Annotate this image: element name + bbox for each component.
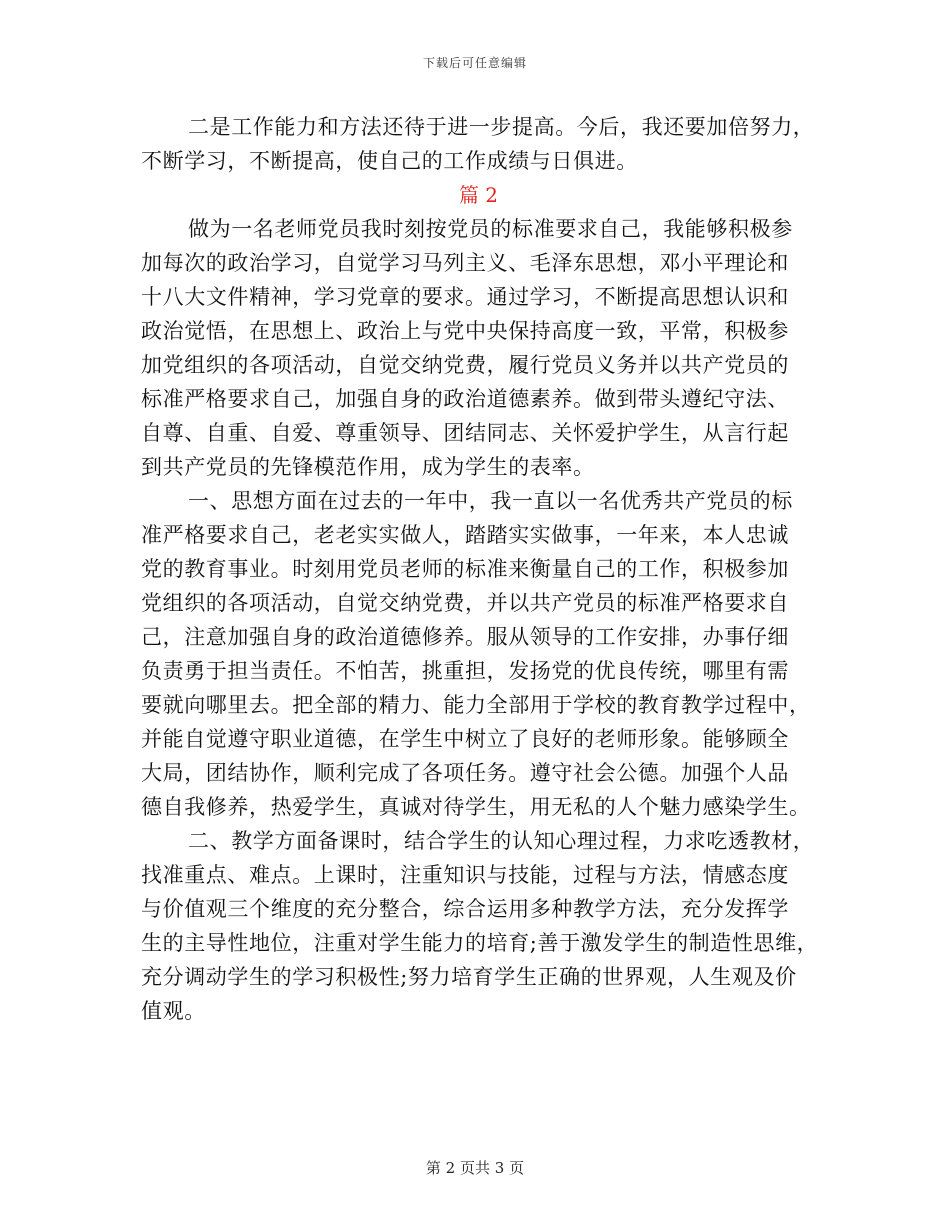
text-line: 到共产党员的先锋模范作用，成为学生的表率。 xyxy=(141,455,595,479)
text-line: 十八大文件精神，学习党章的要求。通过学习，不断提高思想认识和 xyxy=(141,285,789,309)
document-body xyxy=(141,110,819,1028)
text-line: 党组织的各项活动，自觉交纳党费，并以共产党员的标准严格要求自 xyxy=(141,591,789,615)
page-header: 下载后可任意编辑 xyxy=(422,56,527,70)
text-line: 值观。 xyxy=(141,999,206,1023)
text-line: 标准严格要求自己，加强自身的政治道德素养。做到带头遵纪守法、 xyxy=(141,387,789,411)
text-line: 德自我修养，热爱学生，真诚对待学生，用无私的人个魅力感染学生。 xyxy=(141,795,811,819)
text-line: 党的教育事业。时刻用党员老师的标准来衡量自己的工作，积极参加 xyxy=(141,557,789,581)
text-line: 准严格要求自己，老老实实做人，踏踏实实做事，一年来，本人忠诚 xyxy=(141,523,789,547)
text-line: 生的主导性地位，注重对学生能力的培育;善于激发学生的制造性思维， xyxy=(141,931,819,955)
paragraph-2 xyxy=(141,212,816,484)
text-line: 自尊、自重、自爱、尊重领导、团结同志、关怀爱护学生，从言行起 xyxy=(141,421,789,445)
paragraph-3 xyxy=(141,484,816,824)
page-number-footer: 第 2 页共 3 页 xyxy=(425,1159,525,1177)
text-line: 做为一名老师党员我时刻按党员的标准要求自己，我能够积极参 xyxy=(188,217,793,241)
section-heading: 篇 2 xyxy=(458,183,499,207)
text-line: 二是工作能力和方法还待于进一步提高。今后，我还要加倍努力， xyxy=(188,115,815,139)
text-line: 与价值观三个维度的充分整合，综合运用多种教学方法，充分发挥学 xyxy=(141,897,789,921)
text-line: 找准重点、难点。上课时，注重知识与技能，过程与方法，情感态度 xyxy=(141,863,789,887)
text-line: 负责勇于担当责任。不怕苦，挑重担，发扬党的优良传统，哪里有需 xyxy=(141,659,789,683)
paragraph-4 xyxy=(141,824,819,1028)
text-line: 不断学习，不断提高，使自己的工作成绩与日俱进。 xyxy=(141,149,638,173)
text-line: 要就向哪里去。把全部的精力、能力全部用于学校的教育教学过程中， xyxy=(141,693,811,717)
text-line: 政治觉悟，在思想上、政治上与党中央保持高度一致，平常，积极参 xyxy=(141,319,789,343)
text-line: 大局，团结协作，顺利完成了各项任务。遵守社会公德。加强个人品 xyxy=(141,761,789,785)
text-line: 加每次的政治学习，自觉学习马列主义、毛泽东思想，邓小平理论和 xyxy=(141,251,789,275)
text-line: 加党组织的各项活动，自觉交纳党费，履行党员义务并以共产党员的 xyxy=(141,353,789,377)
text-line: 充分调动学生的学习积极性;努力培育学生正确的世界观，人生观及价 xyxy=(141,965,797,989)
text-line: 并能自觉遵守职业道德，在学生中树立了良好的老师形象。能够顾全 xyxy=(141,727,789,751)
paragraph-1 xyxy=(141,110,816,178)
text-line: 二、教学方面备课时，结合学生的认知心理过程，力求吃透教材， xyxy=(188,829,815,853)
text-line: 己，注意加强自身的政治道德修养。服从领导的工作安排，办事仔细 xyxy=(141,625,789,649)
text-line: 一、思想方面在过去的一年中，我一直以一名优秀共产党员的标 xyxy=(188,489,793,513)
